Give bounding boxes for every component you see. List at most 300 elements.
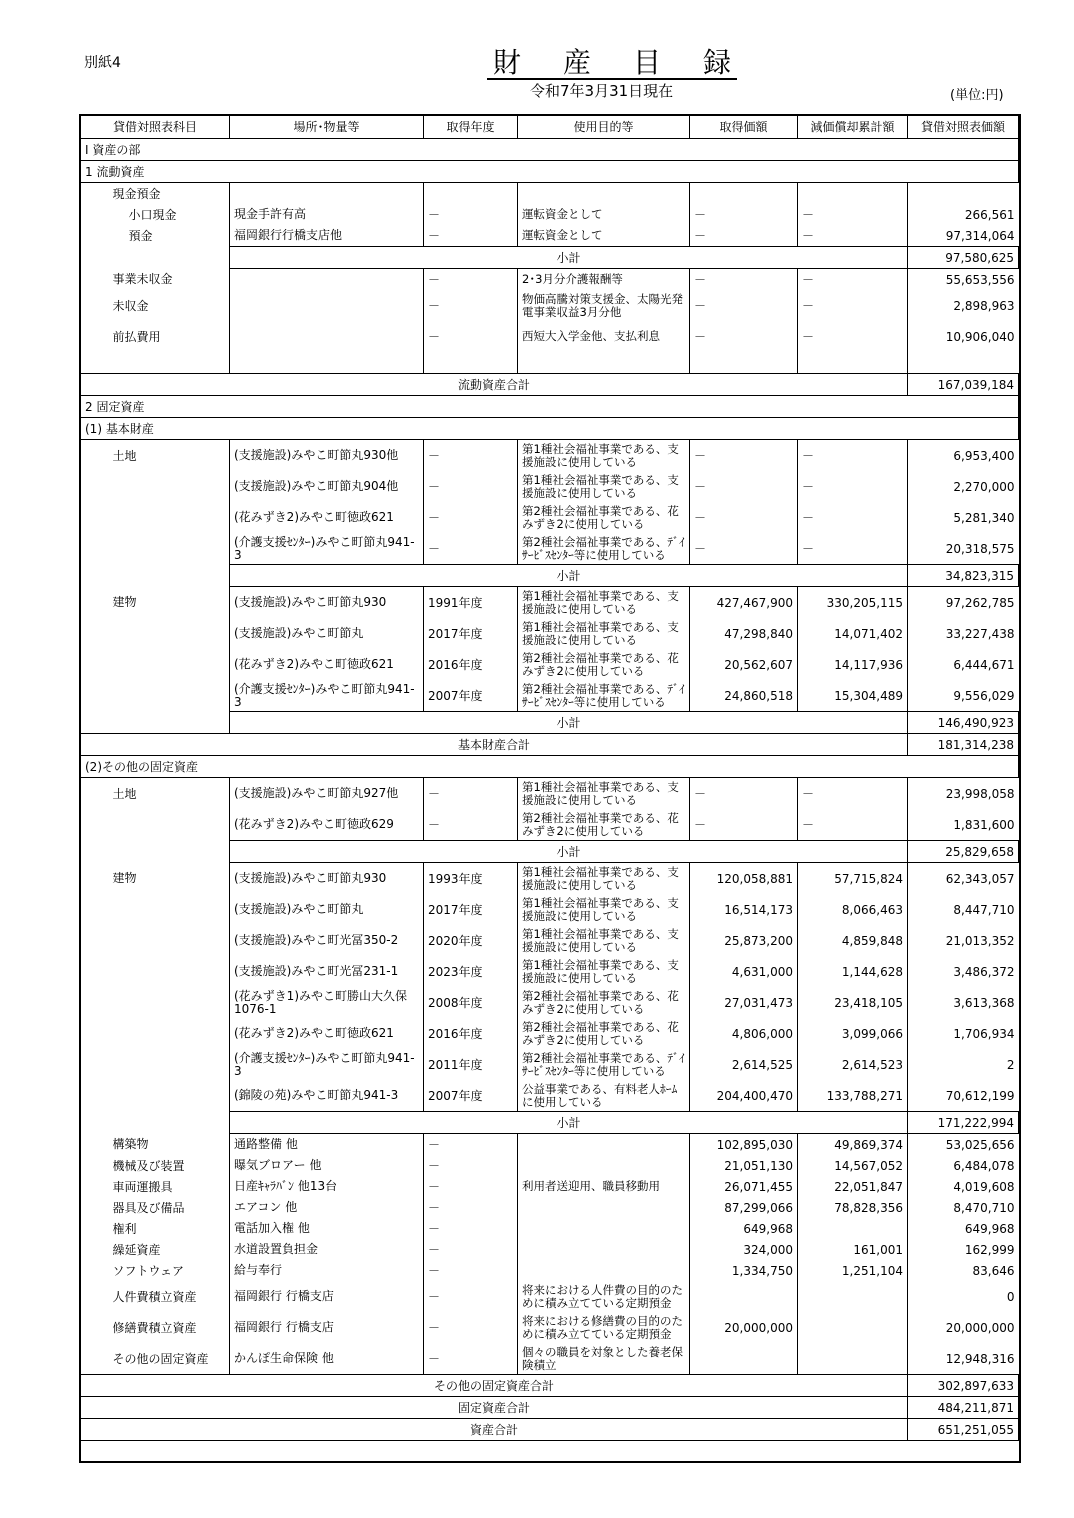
asset-row [81,809,1019,841]
cost-cell: 4,631,000 [690,956,798,987]
book-value-cell: 62,343,057 [945,871,1015,886]
category-cell: ソフトウェア [81,1260,230,1281]
cost-cell: 47,298,840 [690,618,798,649]
total-label: 流動資産合計 [81,374,908,396]
book-value-cell: 4,019,608 [953,1179,1015,1194]
place-cell: 給与奉行 [230,1260,424,1281]
asset-row [81,778,1019,810]
category-cell [81,987,230,1018]
book-value-cell: 0 [1006,1289,1015,1304]
cash-deposit-row [81,183,1019,205]
depreciation-cell: 133,788,271 [798,1080,908,1112]
book-value-cell: 8,447,710 [953,902,1015,917]
purpose-cell: 物価高騰対策支援金、太陽光発電事業収益3月分他 [518,290,690,321]
place-cell: かんぽ生命保険 他 [230,1343,424,1375]
cost-cell: 20,562,607 [690,649,798,680]
total-label: 基本財産合計 [81,734,908,756]
category-cell: 小口現金 [81,204,230,225]
place-cell: 水道設置負担金 [230,1239,424,1260]
purpose-cell: 公益事業である、有料老人ﾎｰﾑに使用している [518,1080,690,1112]
category-cell: 繰延資産 [81,1239,230,1260]
section-label: 1 流動資産 [81,161,1019,183]
category-cell [81,1018,230,1049]
place-cell: (錦陵の苑)みやこ町節丸941-3 [230,1080,424,1112]
header-cell: 貸借対照表科目 [81,116,230,139]
book-value-cell: 20,318,575 [945,541,1015,556]
asset-row [81,1176,1019,1197]
place-cell: (花みずき2)みやこ町徳政621 [230,502,424,533]
header-cell: 取得価額 [690,116,798,139]
cost-cell [690,1343,798,1375]
asset-row [81,618,1019,649]
depreciation-cell [798,1281,908,1312]
book-value-cell: 6,484,078 [953,1158,1015,1173]
empty-cell [230,352,424,374]
depreciation-cell: － [798,778,908,810]
subtotal-label: 小計 [230,247,908,269]
section-assets [81,139,1019,161]
place-cell: (花みずき1)みやこ町勝山大久保1076-1 [230,987,424,1018]
subtotal-value: 171,222,994 [908,1112,1019,1134]
asset-row [81,587,1019,619]
year-cell: 1991年度 [424,587,518,619]
purpose-cell: 第1種社会福祉事業である、支援施設に使用している [518,440,690,472]
purpose-cell: 2･3月分介護報酬等 [518,269,690,291]
cost-cell: 427,467,900 [690,587,798,619]
purpose-cell: 第1種社会福祉事業である、支援施設に使用している [518,471,690,502]
category-cell: 現金預金 [81,183,230,205]
place-cell: (花みずき2)みやこ町徳政621 [230,649,424,680]
cash-subtotal-row [81,247,1019,269]
asset-row [81,1080,1019,1112]
year-cell: － [424,1134,518,1156]
category-cell [81,1112,230,1134]
header-cell: 取得年度 [424,116,518,139]
category-cell: 事業未収金 [81,269,230,291]
depreciation-cell: － [798,290,908,321]
purpose-cell: 将来における修繕費の目的のために積み立てている定期預金 [518,1312,690,1343]
place-cell: 現金手許有高 [230,204,424,225]
place-cell: 福岡銀行 行橋支店 [230,1281,424,1312]
total-value: 651,251,055 [908,1419,1019,1441]
place-cell: (支援施設)みやこ町節丸930 [230,863,424,895]
empty-cell [798,183,908,205]
category-cell: 土地 [81,440,230,472]
category-cell [81,809,230,841]
book-value-cell: 1,706,934 [953,1026,1015,1041]
asset-row [81,440,1019,472]
book-value-cell: 266,561 [964,207,1015,222]
spacer-row [81,352,1019,374]
category-cell: 土地 [81,778,230,810]
year-cell: － [424,1239,518,1260]
asset-row [81,1049,1019,1080]
purpose-cell: 第2種社会福祉事業である、花みずき2に使用している [518,502,690,533]
year-cell: 2007年度 [424,1080,518,1112]
category-cell [81,247,230,269]
asset-row [81,321,1019,352]
current-total-row [81,374,1019,396]
book-value-cell: 5,281,340 [953,510,1015,525]
subtotal-label: 小計 [230,565,908,587]
header-cell: 場所･物量等 [230,116,424,139]
asset-row [81,502,1019,533]
category-cell: 権利 [81,1218,230,1239]
category-cell [81,1049,230,1080]
year-cell: － [424,809,518,841]
place-cell [230,321,424,352]
asset-row [81,1218,1019,1239]
year-cell: － [424,204,518,225]
section-label: Ⅰ 資産の部 [81,139,1019,161]
total-label: その他の固定資産合計 [81,1375,908,1397]
book-value-cell: 3,486,372 [953,964,1015,979]
purpose-cell: 第2種社会福祉事業である、花みずき2に使用している [518,649,690,680]
book-value-cell: 70,612,199 [945,1088,1015,1103]
purpose-cell: 第1種社会福祉事業である、支援施設に使用している [518,863,690,895]
depreciation-cell: 8,066,463 [798,894,908,925]
category-cell: 建物 [81,863,230,895]
subtotal-value: 146,490,923 [908,712,1019,734]
section-basic-property [81,418,1019,440]
year-cell: － [424,290,518,321]
book-value-cell: 20,000,000 [945,1320,1015,1335]
depreciation-cell [798,1218,908,1239]
section-label: 2 固定資産 [81,396,1019,418]
book-value-cell: 1,831,600 [953,817,1015,832]
depreciation-cell: 1,144,628 [798,956,908,987]
place-cell: (支援施設)みやこ町節丸930 [230,587,424,619]
place-cell: (支援施設)みやこ町節丸904他 [230,471,424,502]
cost-cell: 4,806,000 [690,1018,798,1049]
year-cell: － [424,502,518,533]
as-of-date: 令和7年3月31日現在 [530,82,674,100]
asset-row [81,956,1019,987]
year-cell: 2008年度 [424,987,518,1018]
section-current-assets [81,161,1019,183]
asset-row [81,1281,1019,1312]
category-cell: 車両運搬具 [81,1176,230,1197]
book-value-cell: 97,262,785 [945,595,1015,610]
depreciation-cell: － [798,321,908,352]
subtotal-value: 25,829,658 [908,841,1019,863]
asset-row [81,1343,1019,1375]
book-value-cell: 2,270,000 [953,479,1015,494]
year-cell: － [424,1260,518,1281]
book-value-cell: 12,948,316 [945,1351,1015,1366]
depreciation-cell: － [798,502,908,533]
cost-cell: 102,895,030 [690,1134,798,1156]
empty-cell [690,183,798,205]
category-cell [81,1080,230,1112]
empty-cell [424,183,518,205]
section-other-fixed [81,756,1019,778]
header-cell: 貸借対照表価額 [908,116,1019,139]
empty-cell [908,352,1019,374]
title-char: 産 [562,46,591,79]
purpose-cell [518,1260,690,1281]
purpose-cell: 西短大入学金他、支払利息 [518,321,690,352]
year-cell: 1993年度 [424,863,518,895]
cost-cell: － [690,533,798,565]
asset-row [81,1155,1019,1176]
cost-cell: － [690,809,798,841]
place-cell: (介護支援ｾﾝﾀｰ)みやこ町節丸941-3 [230,680,424,712]
book-value-cell: 2 [1006,1057,1015,1072]
basic-total-row [81,734,1019,756]
asset-row [81,649,1019,680]
category-cell [81,618,230,649]
asset-row [81,1134,1019,1156]
total-label: 資産合計 [81,1419,908,1441]
place-cell: (花みずき2)みやこ町徳政629 [230,809,424,841]
year-cell: － [424,1197,518,1218]
year-cell: － [424,471,518,502]
cost-cell: 20,000,000 [690,1312,798,1343]
book-value-cell: 649,968 [964,1221,1015,1236]
category-cell: 前払費用 [81,321,230,352]
year-cell: － [424,1343,518,1375]
year-cell: － [424,225,518,247]
place-cell: 福岡銀行 行橋支店 [230,1312,424,1343]
depreciation-cell: － [798,471,908,502]
year-cell: － [424,1155,518,1176]
title-char: 財 [493,46,522,79]
purpose-cell: 運転資金として [518,204,690,225]
year-cell: 2016年度 [424,649,518,680]
book-value-cell: 3,613,368 [953,995,1015,1010]
table-body [81,116,1019,1441]
cost-cell: － [690,502,798,533]
cost-cell: 324,000 [690,1239,798,1260]
cost-cell: － [690,204,798,225]
cost-cell: 87,299,066 [690,1197,798,1218]
purpose-cell [518,1134,690,1156]
year-cell: － [424,1312,518,1343]
place-cell: (支援施設)みやこ町光冨231-1 [230,956,424,987]
place-cell: (介護支援ｾﾝﾀｰ)みやこ町節丸941-3 [230,1049,424,1080]
purpose-cell: 第2種社会福祉事業である、花みずき2に使用している [518,987,690,1018]
purpose-cell: 第1種社会福祉事業である、支援施設に使用している [518,778,690,810]
depreciation-cell: － [798,204,908,225]
section-label: (2)その他の固定資産 [81,756,1019,778]
cost-cell: － [690,778,798,810]
depreciation-cell: 22,051,847 [798,1176,908,1197]
category-cell [81,502,230,533]
place-cell: 電話加入権 他 [230,1218,424,1239]
other-building-subtotal-row [81,1112,1019,1134]
place-cell: (支援施設)みやこ町光冨350-2 [230,925,424,956]
place-cell: (支援施設)みやこ町節丸 [230,894,424,925]
purpose-cell: 第2種社会福祉事業である、花みずき2に使用している [518,809,690,841]
place-cell: (花みずき2)みやこ町徳政621 [230,1018,424,1049]
place-cell: (支援施設)みやこ町節丸930他 [230,440,424,472]
asset-row [81,680,1019,712]
subtotal-value: 34,823,315 [908,565,1019,587]
book-value-cell: 55,653,556 [945,272,1015,287]
asset-row [81,471,1019,502]
purpose-cell [518,1218,690,1239]
asset-row [81,1197,1019,1218]
place-cell: エアコン 他 [230,1197,424,1218]
cost-cell: 24,860,518 [690,680,798,712]
category-cell: 未収金 [81,290,230,321]
cost-cell: 16,514,173 [690,894,798,925]
purpose-cell: 第1種社会福祉事業である、支援施設に使用している [518,894,690,925]
empty-cell [424,352,518,374]
attachment-label: 別紙4 [84,55,121,71]
purpose-cell: 第2種社会福祉事業である、花みずき2に使用している [518,1018,690,1049]
subtotal-label: 小計 [230,712,908,734]
year-cell: － [424,321,518,352]
page-title [487,46,737,80]
book-value-cell: 23,998,058 [908,778,1019,810]
asset-row [81,925,1019,956]
year-cell: － [424,1281,518,1312]
cost-cell: － [690,471,798,502]
purpose-cell: 運転資金として [518,225,690,247]
subtotal-value: 97,580,625 [908,247,1019,269]
category-cell: 機械及び装置 [81,1155,230,1176]
depreciation-cell: － [798,533,908,565]
asset-row [81,1260,1019,1281]
subtotal-label: 小計 [230,841,908,863]
empty-cell [518,183,690,205]
category-cell: 建物 [81,587,230,619]
total-value: 167,039,184 [908,374,1019,396]
purpose-cell [518,1239,690,1260]
place-cell [230,269,424,291]
depreciation-cell: 14,567,052 [798,1155,908,1176]
place-cell: 曝気ブロアー 他 [230,1155,424,1176]
depreciation-cell: 49,869,374 [798,1134,908,1156]
category-cell: 預金 [81,225,230,247]
category-cell: 修繕費積立資産 [81,1312,230,1343]
depreciation-cell: － [798,269,908,291]
depreciation-cell: 4,859,848 [798,925,908,956]
category-cell [81,894,230,925]
purpose-cell: 将来における人件費の目的のために積み立てている定期預金 [518,1281,690,1312]
depreciation-cell [798,1343,908,1375]
category-cell [81,649,230,680]
place-cell: 通路整備 他 [230,1134,424,1156]
category-cell: その他の固定資産 [81,1343,230,1375]
depreciation-cell: 161,001 [798,1239,908,1260]
category-cell: 構築物 [81,1134,230,1156]
section-label: (1) 基本財産 [81,418,1019,440]
book-value-cell: 6,444,671 [953,657,1015,672]
empty-cell [81,352,230,374]
book-value-cell: 21,013,352 [945,933,1015,948]
asset-row [81,1312,1019,1343]
asset-row [81,269,1019,291]
depreciation-cell: 15,304,489 [798,680,908,712]
asset-row [81,987,1019,1018]
header-cell: 使用目的等 [518,116,690,139]
purpose-cell: 第1種社会福祉事業である、支援施設に使用している [518,618,690,649]
other-fixed-total-row [81,1375,1019,1397]
depreciation-cell: 3,099,066 [798,1018,908,1049]
place-cell [230,290,424,321]
basic-building-subtotal-row [81,712,1019,734]
depreciation-cell: 14,071,402 [798,618,908,649]
year-cell: － [424,269,518,291]
depreciation-cell [798,1312,908,1343]
depreciation-cell: 14,117,936 [798,649,908,680]
cost-cell: － [690,321,798,352]
place-cell: 福岡銀行行橋支店他 [230,225,424,247]
empty-cell [230,183,424,205]
empty-cell [690,352,798,374]
depreciation-cell: 2,614,523 [798,1049,908,1080]
category-cell [81,956,230,987]
year-cell: 2007年度 [424,680,518,712]
asset-total-row [81,1419,1019,1441]
cost-cell: － [690,290,798,321]
empty-cell [908,183,1019,205]
book-value-cell: 97,314,064 [945,228,1015,243]
asset-row [81,863,1019,895]
place-cell: 日産ｷｬﾗﾊﾞﾝ 他13台 [230,1176,424,1197]
book-value-cell: 9,556,029 [953,688,1015,703]
depreciation-cell: － [798,225,908,247]
year-cell: 2023年度 [424,956,518,987]
purpose-cell: 第1種社会福祉事業である、支援施設に使用している [518,925,690,956]
total-value: 181,314,238 [908,734,1019,756]
book-value-cell: 6,953,400 [908,440,1019,472]
asset-row [81,1239,1019,1260]
category-cell: 器具及び備品 [81,1197,230,1218]
total-label: 固定資産合計 [81,1397,908,1419]
book-value-cell: 53,025,656 [908,1134,1019,1156]
purpose-cell: 個々の職員を対象とした養老保険積立 [518,1343,690,1375]
book-value-cell: 10,906,040 [945,329,1015,344]
asset-row [81,225,1019,247]
purpose-cell: 利用者送迎用、職員移動用 [518,1176,690,1197]
cost-cell: 27,031,473 [690,987,798,1018]
header-cell: 減価償却累計額 [798,116,908,139]
cost-cell: 2,614,525 [690,1049,798,1080]
header-row [81,116,1019,139]
depreciation-cell: 57,715,824 [798,863,908,895]
book-value-cell: 2,898,963 [953,298,1015,313]
year-cell: 2020年度 [424,925,518,956]
title-char: 録 [702,46,731,79]
purpose-cell: 第1種社会福祉事業である、支援施設に使用している [518,956,690,987]
cost-cell: 25,873,200 [690,925,798,956]
asset-row [81,290,1019,321]
cost-cell [690,1281,798,1312]
depreciation-cell: － [798,440,908,472]
year-cell: － [424,440,518,472]
year-cell: 2017年度 [424,894,518,925]
empty-cell [518,352,690,374]
asset-row [81,894,1019,925]
category-cell [81,471,230,502]
year-cell: － [424,778,518,810]
book-value-cell: 33,227,438 [945,626,1015,641]
purpose-cell: 第1種社会福祉事業である、支援施設に使用している [518,587,690,619]
category-cell [81,565,230,587]
category-cell [81,680,230,712]
year-cell: － [424,1218,518,1239]
cost-cell: 21,051,130 [690,1155,798,1176]
asset-row [81,1018,1019,1049]
depreciation-cell: － [798,809,908,841]
other-land-subtotal-row [81,841,1019,863]
cost-cell: 649,968 [690,1218,798,1239]
cost-cell: 120,058,881 [690,863,798,895]
